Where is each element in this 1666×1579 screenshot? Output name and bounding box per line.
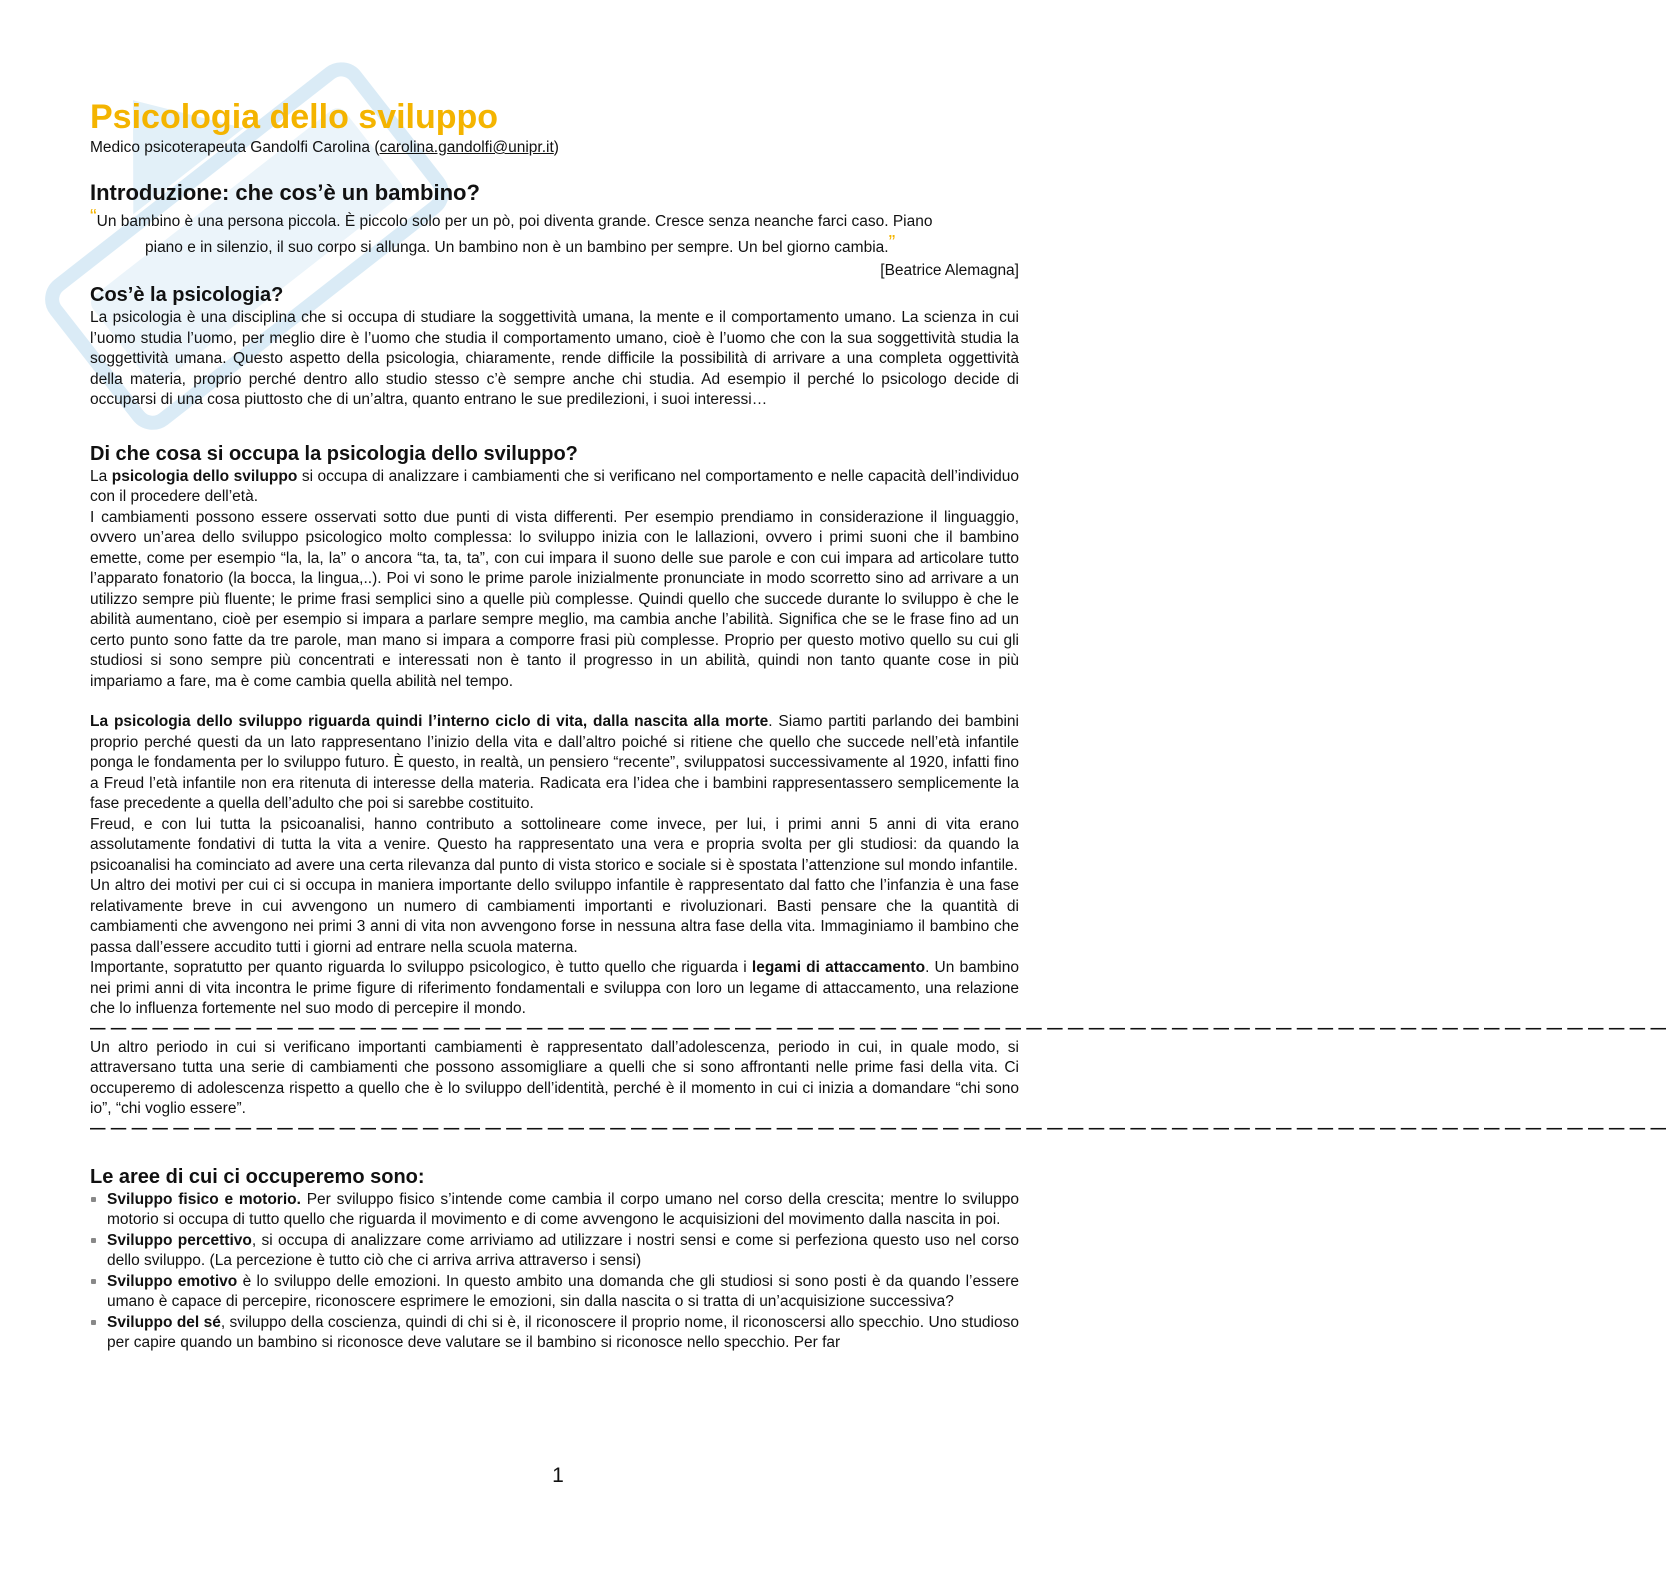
document-title: Psicologia dello sviluppo bbox=[90, 98, 499, 136]
list-item: Sviluppo percettivo, si occupa di analizzare come arriviamo ad utilizzare i nostri sensi e come si perfeziona questo uso nel corso dello sviluppo. (La percezione è tutto ciò che ci arriva arriva attraverso i sensi) bbox=[90, 1231, 1019, 1272]
sviluppo-paragraph-3: La psicologia dello sviluppo riguarda quindi l’interno ciclo di vita, dalla nascita alla morte. Siamo partiti parlando dei bambini proprio perché questi da un lato rappresentano l’inizio della vita e dall’altro poiché si ritiene che quello che succede nell’età infantile ponga le fondamenta per lo sviluppo futuro. È questo, in realtà, un pensiero “recente”, sviluppatosi successivamente al 1920, infatti fino a Freud l’età infantile non era ritenuta di interesse della materia. Radicata era l’idea che i bambini rappresentassero semplicemente la fase precedente a quella dell’adulto che poi si sarebbe costituito. bbox=[90, 713, 1019, 812]
sviluppo-paragraph-2: I cambiamenti possono essere osservati sotto due punti di vista differenti. Per esempio prendiamo in considerazione il linguaggio, ovvero un’area dello sviluppo psicologico molto complessa: lo sviluppo inizia con le lallazioni, ovvero i primi suoni che il bambino emette, come per esempio “la, la, la” o ancora “ta, ta, ta”, con cui impara il suono delle sue parole e con cui impara ad articolare tutto l’apparato fonatorio (la bocca, la lingua,..). Poi vi sono le prime parole inizialmente pronunciate in modo scorretto sino ad arrivare a un utilizzo sempre più fluente; le prime frasi semplici sino a quelle più complesse. Quindi quello che succede durante lo sviluppo è che le abilità aumentano, cioè per esempio si impara a parlare sempre meglio, ma cambia anche l’abilità. Significa che se le frase fino ad un certo punto sono fatte da tre parole, man mano si impara a comporre frasi più complesse. Proprio per questo motivo quello su cui gli studiosi si sono sempre più concentrati e interessati non è tanto il progresso in un abilità, quindi non tanto quante cose in più impariamo a fare, ma è come cambia quella abilità nel tempo. bbox=[90, 508, 1019, 690]
sviluppo-paragraph-1: La psicologia dello sviluppo si occupa di analizzare i cambiamenti che si verificano nel comportamento e nelle capacità dell’individuo con il procedere dell’età. bbox=[90, 467, 1019, 505]
open-quote-icon: “ bbox=[90, 206, 97, 228]
section-divider: — — — — — — — — — — — — — — — — — — — — — — — — — — — — — — — — — — — — — — — — — — — — — — — — — — — — — — — — — — — — — — — — — — — — — — — — — — — — bbox=[90, 1019, 1666, 1037]
author-line: Medico psicoterapeuta Gandolfi Carolina (carolina.gandolfi@unipr.it) bbox=[90, 139, 559, 156]
psicologia-paragraph: La psicologia è una disciplina che si occupa di studiare la soggettività umana, la mente e il comportamento umano. La scienza in cui l’uomo studia l’uomo, per meglio dire è l’uomo che studia il comportamento umano, cioè è l’uomo che con la sua soggettività studia la soggettività umana. Questo aspetto della psicologia, chiaramente, rende difficile la possibilità di arrivare a una completa oggettività della materia, proprio perché dentro allo studio stesso c’è sempre anche chi studia. Ad esempio il perché lo psicologo decide di occuparsi di una cosa piuttosto che di un’altra, quanto entrano le sue predilezioni, i suoi interessi… bbox=[90, 309, 1019, 408]
page-content bbox=[90, 97, 1666, 1354]
quote-attribution: [Beatrice Alemagna] bbox=[880, 262, 1019, 279]
page-number: 1 bbox=[552, 1464, 564, 1487]
intro-quote: “Un bambino è una persona piccola. È piccolo solo per un pò, poi diventa grande. Cresce senza neanche farci caso. Piano piano e in silenzio, il suo corpo si allunga. Un bambino non è un bambino per sempre. Un bel giorno cambia.” bbox=[90, 206, 933, 256]
sviluppo-paragraph-4: Freud, e con lui tutta la psicoanalisi, hanno contributo a sottolineare come invece, per lui, i primi anni 5 anni di vita erano assolutamente fondativi di tutta la vita a venire. Questo ha rappresentato una vera e propria svolta per gli studiosi: da quando la psicoanalisi ha cominciato ad avere una certa rilevanza dal punto di vista storico e sociale si è spostata l’attenzione sul mondo infantile. bbox=[90, 815, 1019, 874]
sviluppo-paragraph-7: Un altro periodo in cui si verificano importanti cambiamenti è rappresentato dall’adolescenza, periodo in cui, in quale modo, si attraversano tutta una serie di cambiamenti che possono assomigliare a quelli che si sono affrontanti nelle prime fasi della vita. Ci occuperemo di adolescenza rispetto a quello che è lo sviluppo dell’identità, perché è il momento in cui ci inizia a domandare “chi sono io”, “chi voglio essere”. bbox=[90, 1038, 1019, 1117]
aree-list bbox=[90, 1190, 1019, 1354]
list-item: Sviluppo emotivo è lo sviluppo delle emozioni. In questo ambito una domanda che gli studiosi si sono posti è da quando l’essere umano è capace di percepire, riconoscere esprimere le emozioni, sin dalla nascita o si tratta di un’acquisizione successiva? bbox=[90, 1272, 1019, 1313]
list-item: Sviluppo del sé, sviluppo della coscienza, quindi di chi si è, il riconoscere il proprio nome, il riconoscersi allo specchio. Uno studioso per capire quando un bambino si riconosce deve valutare se il bambino si riconosce nello specchio. Per far bbox=[90, 1313, 1019, 1354]
intro-heading: Introduzione: che cos’è un bambino? bbox=[90, 180, 480, 205]
sviluppo-paragraph-5: Un altro dei motivi per cui ci si occupa in maniera importante dello sviluppo infantile è rappresentato dal fatto che l’infanzia è una fase relativamente breve in cui avvengono un numero di cambiamenti importanti e rivoluzionari. Basti pensare che la quantità di cambiamenti che avvengono nei primi 3 anni di vita non avvengono forse in nessuna altra fase della vita. Immaginiamo il bambino che passa dall’essere accudito tutti i giorni ad entrare nella scuola materna. bbox=[90, 877, 1019, 956]
psicologia-heading: Cos’è la psicologia? bbox=[90, 284, 284, 306]
sviluppo-heading: Di che cosa si occupa la psicologia dello sviluppo? bbox=[90, 442, 578, 465]
aree-heading: Le aree di cui ci occuperemo sono: bbox=[90, 1165, 425, 1188]
author-email-link[interactable]: carolina.gandolfi@unipr.it bbox=[379, 139, 554, 156]
section-divider: — — — — — — — — — — — — — — — — — — — — — — — — — — — — — — — — — — — — — — — — — — — — — — — — — — — — — — — — — — — — — — — — — — — — — — — — — — — — bbox=[90, 1119, 1666, 1137]
close-quote-icon: ” bbox=[888, 232, 896, 254]
sviluppo-paragraph-6: Importante, sopratutto per quanto riguarda lo sviluppo psicologico, è tutto quello che riguarda i legami di attaccamento. Un bambino nei primi anni di vita incontra le prime figure di riferimento fondamentali e sviluppa con loro un legame di attaccamento, una relazione che lo influenza fortemente nel suo modo di percepire il mondo. bbox=[90, 959, 1019, 1017]
list-item: Sviluppo fisico e motorio. Per sviluppo fisico s’intende come cambia il corpo umano nel corso della crescita; mentre lo sviluppo motorio si occupa di tutto quello che riguarda il movimento e di come avvengono le acquisizioni del movimento dalla nascita in poi. bbox=[90, 1190, 1019, 1231]
